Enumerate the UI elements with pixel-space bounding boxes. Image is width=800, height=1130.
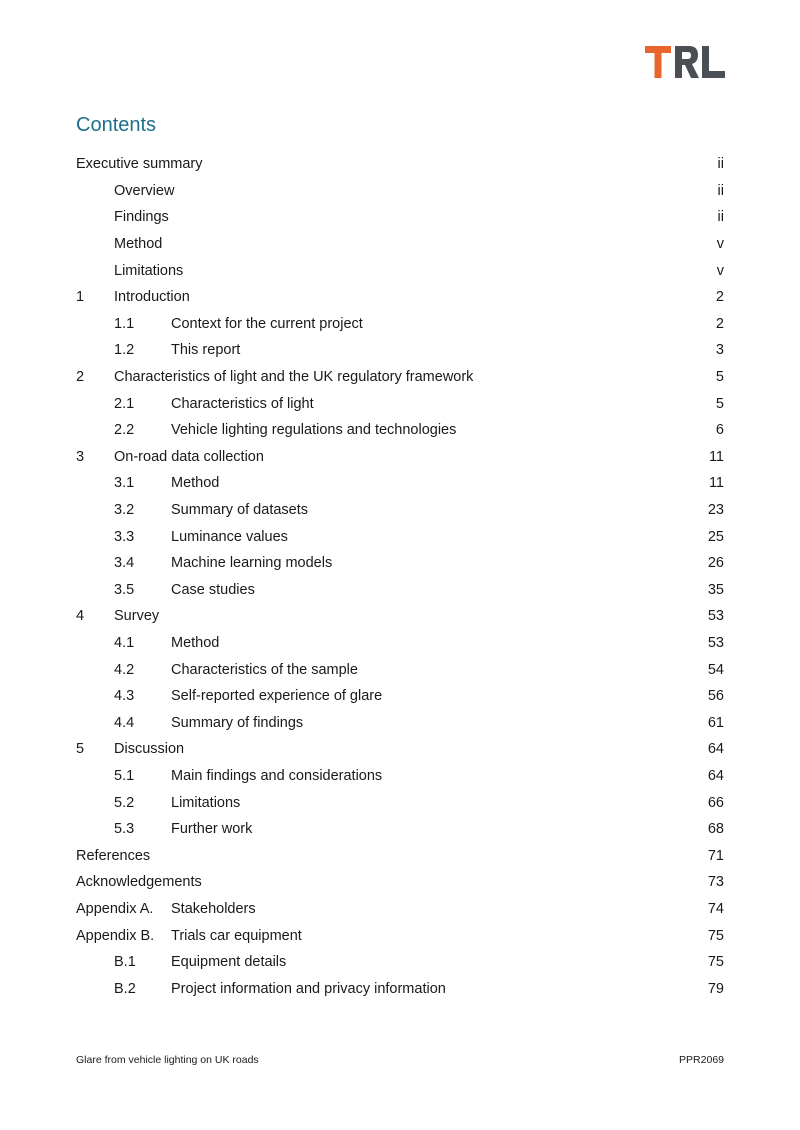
- footer-report-number: PPR2069: [679, 1054, 724, 1066]
- toc-entry-title: Summary of findings: [171, 714, 304, 731]
- toc-entry-page: 56: [707, 688, 724, 705]
- toc-entry[interactable]: [76, 896, 724, 923]
- toc-entry[interactable]: [76, 869, 724, 896]
- toc-entry-title: Characteristics of the sample: [171, 661, 358, 678]
- toc-entry[interactable]: [76, 257, 724, 284]
- toc-entry-title: Case studies: [171, 581, 255, 598]
- footer-title: Glare from vehicle lighting on UK roads: [76, 1054, 259, 1066]
- toc-entry-title: Overview: [114, 182, 175, 199]
- toc-entry-title: Luminance values: [171, 528, 288, 545]
- toc-entry-page: 53: [707, 634, 724, 651]
- table-of-contents: [76, 151, 724, 1002]
- toc-entry[interactable]: [76, 444, 724, 471]
- toc-entry-number: Appendix A.: [76, 900, 154, 917]
- toc-entry-number: 5.2: [114, 794, 135, 811]
- toc-entry[interactable]: [76, 603, 724, 630]
- toc-entry-page: 2: [715, 315, 724, 332]
- toc-entry-number: 3.2: [114, 502, 135, 519]
- toc-entry-title: Trials car equipment: [171, 927, 302, 944]
- toc-entry-page: 64: [707, 741, 724, 758]
- toc-entry-page: 73: [707, 874, 724, 891]
- toc-entry-title: On-road data collection: [114, 448, 264, 465]
- toc-entry-page: 79: [707, 980, 724, 997]
- toc-entry-page: 2: [715, 289, 724, 306]
- toc-entry-title: Main findings and considerations: [171, 767, 383, 784]
- toc-entry[interactable]: [76, 709, 724, 736]
- toc-entry-page: 11: [708, 448, 724, 465]
- toc-entry-page: 75: [707, 954, 724, 971]
- toc-entry-title: Discussion: [114, 741, 185, 758]
- toc-entry-title: Limitations: [171, 794, 241, 811]
- logo-r: [675, 46, 699, 78]
- toc-entry-title: Survey: [114, 608, 160, 625]
- toc-entry-page: 64: [707, 767, 724, 784]
- toc-entry-title: Vehicle lighting regulations and technologies: [171, 422, 457, 439]
- toc-entry-page: 35: [707, 581, 724, 598]
- toc-entry-page: 11: [708, 475, 724, 492]
- toc-entry-title: Characteristics of light and the UK regulatory framework: [114, 369, 474, 386]
- toc-entry[interactable]: [76, 683, 724, 710]
- toc-entry[interactable]: [76, 656, 724, 683]
- toc-entry-title: Summary of datasets: [171, 502, 308, 519]
- toc-entry-number: 3.3: [114, 528, 135, 545]
- toc-entry-title: This report: [171, 342, 241, 359]
- toc-entry-number: 3.5: [114, 581, 135, 598]
- toc-entry[interactable]: [76, 151, 724, 178]
- toc-entry-number: 4.4: [114, 714, 135, 731]
- toc-entry-number: 2.1: [114, 395, 135, 412]
- toc-entry-title: References: [76, 847, 151, 864]
- toc-entry-page: 23: [707, 502, 724, 519]
- toc-entry-page: 74: [707, 900, 724, 917]
- toc-entry-number: 2: [76, 369, 85, 386]
- toc-entry[interactable]: [76, 763, 724, 790]
- toc-entry-title: Method: [171, 634, 220, 651]
- toc-entry-page: 71: [707, 847, 724, 864]
- toc-entry-number: 3: [76, 448, 85, 465]
- toc-entry-number: Appendix B.: [76, 927, 155, 944]
- toc-entry-page: 5: [715, 369, 724, 386]
- toc-entry[interactable]: [76, 736, 724, 763]
- toc-entry-page: ii: [717, 182, 724, 199]
- toc-entry-title: Stakeholders: [171, 900, 256, 917]
- toc-entry[interactable]: [76, 789, 724, 816]
- toc-entry-number: 3.1: [114, 475, 135, 492]
- toc-entry-page: 68: [707, 821, 724, 838]
- toc-entry[interactable]: [76, 523, 724, 550]
- toc-entry-title: Self-reported experience of glare: [171, 688, 383, 705]
- toc-entry-number: 4.2: [114, 661, 135, 678]
- toc-entry-title: Context for the current project: [171, 315, 363, 332]
- toc-entry-number: 1.2: [114, 342, 135, 359]
- toc-entry-title: Method: [171, 475, 220, 492]
- toc-entry-number: 4: [76, 608, 85, 625]
- toc-entry-page: v: [716, 236, 724, 253]
- toc-entry[interactable]: [76, 204, 724, 231]
- toc-entry[interactable]: [76, 497, 724, 524]
- toc-entry-title: Executive summary: [76, 156, 203, 173]
- toc-entry-title: Limitations: [114, 262, 184, 279]
- toc-entry-number: 4.3: [114, 688, 135, 705]
- toc-entry-number: 1: [76, 289, 85, 306]
- toc-entry-page: ii: [717, 156, 724, 173]
- toc-entry-title: Findings: [114, 209, 169, 226]
- toc-entry-number: B.1: [114, 954, 136, 971]
- toc-entry-number: 3.4: [114, 555, 135, 572]
- toc-entry[interactable]: [76, 311, 724, 338]
- toc-entry[interactable]: [76, 630, 724, 657]
- toc-entry[interactable]: [76, 178, 724, 205]
- toc-entry[interactable]: [76, 975, 724, 1002]
- toc-entry-page: 53: [707, 608, 724, 625]
- toc-entry-number: 4.1: [114, 634, 135, 651]
- logo-t-stem: [655, 46, 662, 78]
- toc-entry[interactable]: [76, 949, 724, 976]
- toc-entry-title: Machine learning models: [171, 555, 333, 572]
- toc-entry-page: 61: [707, 714, 724, 731]
- toc-entry-page: 75: [707, 927, 724, 944]
- toc-entry[interactable]: [76, 816, 724, 843]
- toc-entry[interactable]: [76, 922, 724, 949]
- toc-entry-page: 54: [707, 661, 724, 678]
- toc-entry[interactable]: [76, 364, 724, 391]
- toc-entry-title: Acknowledgements: [76, 874, 202, 891]
- toc-entry[interactable]: [76, 337, 724, 364]
- toc-entry-number: 5.3: [114, 821, 135, 838]
- toc-entry-title: Equipment details: [171, 954, 287, 971]
- toc-entry-number: B.2: [114, 980, 136, 997]
- page-title: Contents: [76, 114, 157, 136]
- toc-entry[interactable]: [76, 470, 724, 497]
- toc-entry[interactable]: [76, 284, 724, 311]
- toc-entry[interactable]: [76, 390, 724, 417]
- toc-entry-page: 3: [715, 342, 724, 359]
- toc-entry-page: 6: [715, 422, 724, 439]
- toc-entry-number: 1.1: [114, 315, 135, 332]
- toc-entry-number: 5: [76, 741, 85, 758]
- trl-logo: [645, 46, 725, 78]
- toc-entry-page: v: [716, 262, 724, 279]
- toc-entry-title: Project information and privacy information: [171, 980, 446, 997]
- toc-entry-number: 2.2: [114, 422, 135, 439]
- toc-entry-title: Introduction: [114, 289, 190, 306]
- toc-entry-title: Method: [114, 236, 163, 253]
- toc-entry[interactable]: [76, 417, 724, 444]
- toc-entry-page: 25: [707, 528, 724, 545]
- toc-entry-number: 5.1: [114, 767, 135, 784]
- toc-entry[interactable]: [76, 842, 724, 869]
- toc-entry-page: ii: [717, 209, 724, 226]
- logo-l: [702, 46, 725, 78]
- toc-entry[interactable]: [76, 550, 724, 577]
- toc-entry-title: Characteristics of light: [171, 395, 314, 412]
- toc-entry[interactable]: [76, 577, 724, 604]
- toc-entry-page: 66: [707, 794, 724, 811]
- toc-entry-page: 5: [715, 395, 724, 412]
- toc-entry-title: Further work: [171, 821, 253, 838]
- toc-entry-page: 26: [707, 555, 724, 572]
- toc-entry[interactable]: [76, 231, 724, 258]
